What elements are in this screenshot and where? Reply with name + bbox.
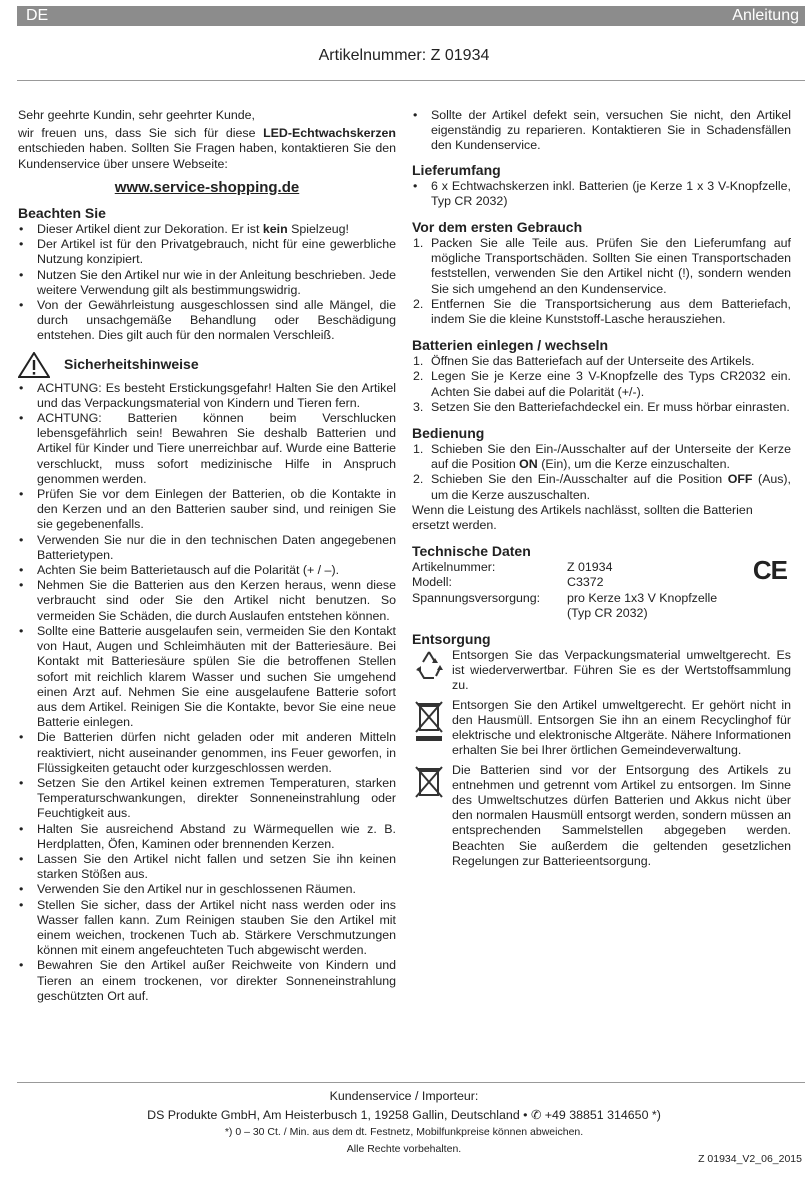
section-title-lieferumfang: Lieferumfang <box>412 161 501 178</box>
greeting: Sehr geehrte Kundin, sehr geehrter Kunde, <box>18 108 255 122</box>
list-item: • Prüfen Sie vor dem Einlegen der Batterien, ob die Kontakte in den Kerzen und an den Batterien sauber sind, und reinigen Sie sie gegebenenfalls. <box>18 487 396 533</box>
table-row: Modell: C3372 <box>412 575 604 590</box>
footer-divider <box>17 1082 805 1083</box>
warning-triangle-icon <box>18 352 50 378</box>
divider <box>17 80 805 81</box>
crossed-battery-bin-icon <box>412 763 446 801</box>
section-title-vor-gebrauch: Vor dem ersten Gebrauch <box>412 219 583 236</box>
list-item: 3. Setzen Sie den Batteriefachdeckel ein. Er muss hörbar einrasten. <box>413 399 790 414</box>
intro-text: wir freuen uns, dass Sie sich für diese LED-Echtwachskerzen entschieden haben. Sollten Sie Fragen haben, kontaktieren Sie den Kundenservice über unsere Webseite: <box>18 126 396 171</box>
section-title-entsorgung: Entsorgung <box>412 631 491 648</box>
website-link[interactable]: www.service-shopping.de <box>114 178 300 196</box>
list-item: 2. Schieben Sie den Ein-/Ausschalter auf die Position OFF (Aus), um die Kerze auszuschalten. <box>413 472 791 502</box>
section-title-technik: Technische Daten <box>412 543 531 560</box>
list-item: 1. Öffnen Sie das Batteriefach auf der Unterseite des Artikels. <box>413 354 755 369</box>
lieferumfang-list <box>412 179 791 209</box>
ce-mark-icon: CE <box>752 555 787 586</box>
safety-heading <box>18 352 396 378</box>
beachten-list <box>18 222 396 344</box>
list-item: • Stellen Sie sicher, dass der Artikel nicht nass werden oder ins Wasser fallen kann. Zum Reinigen stauben Sie den Artikel mit einem weichen, trockenen Tuch ab. Stärkere Verschmutzungen können mit einem angefeuchteten Tuch abgewischt werden. <box>18 898 396 959</box>
footer-cost-note: *) 0 – 30 Ct. / Min. aus dem dt. Festnetz, Mobilfunkpreise können abweichen. <box>224 1126 584 1138</box>
list-item: • Sollte der Artikel defekt sein, versuchen Sie nicht, den Artikel eigenständig zu reparieren. Kontaktieren Sie in Schadensfällen den Kundenservice. <box>412 108 791 154</box>
section-title-safety: Sicherheitshinweise <box>64 356 199 373</box>
table-row: Spannungsversorgung: pro Kerze 1x3 V Knopfzelle (Typ CR 2032) <box>412 590 718 620</box>
product-name: LED-Echtwachskerzen <box>263 126 396 141</box>
right-column <box>412 108 791 873</box>
list-item: • Bewahren Sie den Artikel außer Reichweite von Kindern und Tieren an einem trockenen, vor direkter Sonneneinstrahlung geschützten Ort auf. <box>18 958 396 1004</box>
document-id: Z 01934_V2_06_2015 <box>698 1153 802 1165</box>
list-item: 1. Schieben Sie den Ein-/Ausschalter auf der Unterseite der Kerze auf die Position ON (Ein), um die Kerze einzuschalten. <box>413 442 791 472</box>
language-label: DE <box>26 7 49 24</box>
crossed-bin-icon <box>412 698 446 742</box>
bedienung-note: Wenn die Leistung des Artikels nachlässt, sollten die Batterien ersetzt werden. <box>412 502 753 533</box>
list-item: • Von der Gewährleistung ausgeschlossen sind alle Mängel, die durch unsachgemäße Behandlung oder Beschädigung entstehen. Dies gilt auch für den normalen Verschleiß. <box>18 298 396 344</box>
list-item: • Der Artikel ist für den Privatgebrauch, nicht für eine gewerbliche Nutzung konzipiert. <box>18 237 396 267</box>
list-item: • ACHTUNG: Es besteht Erstickungsgefahr! Halten Sie den Artikel und das Verpackungsmaterial von Kindern und Tieren fern. <box>18 381 396 411</box>
list-item: • Verwenden Sie den Artikel nur in geschlossenen Räumen. <box>18 882 396 897</box>
recycling-icon <box>412 648 446 682</box>
tech-data-table <box>412 560 717 621</box>
disposal-text-device: Entsorgen Sie den Artikel umweltgerecht. Er gehört nicht in den Hausmüll. Entsorgen Sie ihn an einem Recyclinghof für elektrische und elektronische Altgeräte. Nähere Informationen erhalten Sie bei Ihrer örtlichen Gemeindeverwaltung. <box>452 697 791 758</box>
header-bar <box>17 6 805 26</box>
defect-list <box>412 108 791 154</box>
list-item: • Setzen Sie den Artikel keinen extremen Temperaturen, starken Temperaturschwankungen, direkter Sonneneinstrahlung oder Feuchtigkeit aus. <box>18 776 396 822</box>
disposal-battery <box>412 763 791 869</box>
footer-address: DS Produkte GmbH, Am Heisterbusch 1, 19258 Gallin, Deutschland • ✆ +49 38851 314650 *) <box>147 1108 661 1122</box>
list-item: 2. Legen Sie je Kerze eine 3 V-Knopfzelle des Typs CR2032 ein. Achten Sie dabei auf die Polarität (+/-). <box>413 369 791 399</box>
list-item: • Nehmen Sie die Batterien aus den Kerzen heraus, wenn diese verbraucht sind oder Sie den Artikel nicht benutzen. So vermeiden Sie Schäden, die durch Auslaufen entstehen können. <box>18 578 396 624</box>
section-title-batterien: Batterien einlegen / wechseln <box>412 337 609 354</box>
section-title-bedienung: Bedienung <box>412 425 485 442</box>
disposal-text-battery: Die Batterien sind vor der Entsorgung des Artikels zu entnehmen und getrennt vom Artikel zu entsorgen. Im Sinne des Umweltschutzes dürfen Batterien und Akkus nicht über den normalen Hausmüll entsorgt werden, sondern müssen an entsprechenden Sammelstellen abgegeben werden. Beachten Sie außerdem die geltenden gesetzlichen Regelungen zur Batterieentsorgung. <box>452 762 791 868</box>
article-number: Artikelnummer: Z 01934 <box>318 47 490 64</box>
list-item: 1. Packen Sie alle Teile aus. Prüfen Sie den Lieferumfang auf mögliche Transportschäden. Sollten Sie einen Transportschaden feststellen, verwenden Sie den Artikel nicht (!), sondern wenden Sie sich umgehend an den Kundenservice. <box>413 236 791 296</box>
list-item: 2. Entfernen Sie die Transportsicherung aus dem Batteriefach, indem Sie die kleine Kunststoff-Lasche herausziehen. <box>413 296 791 327</box>
list-item: • Sollte eine Batterie ausgelaufen sein, vermeiden Sie den Kontakt von Haut, Augen und Schleimhäuten mit der Batteriesäure. Bei Kontakt mit Batteriesäure spülen Sie die betroffenen Stellen sofort mit reichlich klarem Wasser und suchen Sie umgehend einen Arzt auf. Nehmen Sie eine ausgelaufene Batterie sofort aus dem Artikel. Reinigen Sie die Kontakte, bevor Sie eine neue Batterie einlegen. <box>18 624 396 730</box>
safety-list <box>18 381 396 1004</box>
table-row: Artikelnummer: Z 01934 <box>412 560 613 575</box>
footer-rights: Alle Rechte vorbehalten. <box>346 1143 462 1155</box>
list-item: • Lassen Sie den Artikel nicht fallen und setzen Sie ihn keinen starken Stößen aus. <box>18 852 396 882</box>
left-column <box>18 108 396 1004</box>
list-item: • Nutzen Sie den Artikel nur wie in der Anleitung beschrieben. Jede weitere Verwendung gilt als bestimmungswidrig. <box>18 268 396 298</box>
disposal-device <box>412 698 791 759</box>
footer-service-title: Kundenservice / Importeur: <box>329 1089 479 1103</box>
doc-type-label: Anleitung <box>732 7 799 24</box>
bedienung-list <box>412 442 791 503</box>
list-item: • Halten Sie ausreichend Abstand zu Wärmequellen wie z. B. Herdplatten, Öfen, Kaminen oder brennenden Kerzen. <box>18 822 396 852</box>
list-item: • Dieser Artikel dient zur Dekoration. Er ist kein Spielzeug! <box>18 222 396 237</box>
batterien-list <box>412 354 791 415</box>
section-title-beachten: Beachten Sie <box>18 205 106 222</box>
list-item: • ACHTUNG: Batterien können beim Verschlucken lebensgefährlich sein! Bewahren Sie deshalb Batterien und Artikel für Kinder und Tiere unerreichbar auf. Wurde eine Batterie verschluckt, muss sofort medizinische Hilfe in Anspruch genommen werden. <box>18 411 396 487</box>
list-item: • Achten Sie beim Batterietausch auf die Polarität (+ / –). <box>18 563 396 578</box>
list-item: • Verwenden Sie nur die in den technischen Daten angegebenen Batterietypen. <box>18 533 396 563</box>
vor-gebrauch-list <box>412 236 791 327</box>
list-item: • 6 x Echtwachskerzen inkl. Batterien (je Kerze 1 x 3 V-Knopfzelle, Typ CR 2032) <box>412 179 791 209</box>
disposal-packaging <box>412 648 791 694</box>
list-item: • Die Batterien dürfen nicht geladen oder mit anderen Mitteln reaktiviert, nicht auseinander genommen, ins Feuer geworfen, in Flüssigkeiten getaucht oder kurzgeschlossen werden. <box>18 730 396 776</box>
disposal-text-packaging: Entsorgen Sie das Verpackungsmaterial umweltgerecht. Es ist wiederverwertbar. Führen Sie es der Wertstoffsammlung zu. <box>452 648 791 693</box>
